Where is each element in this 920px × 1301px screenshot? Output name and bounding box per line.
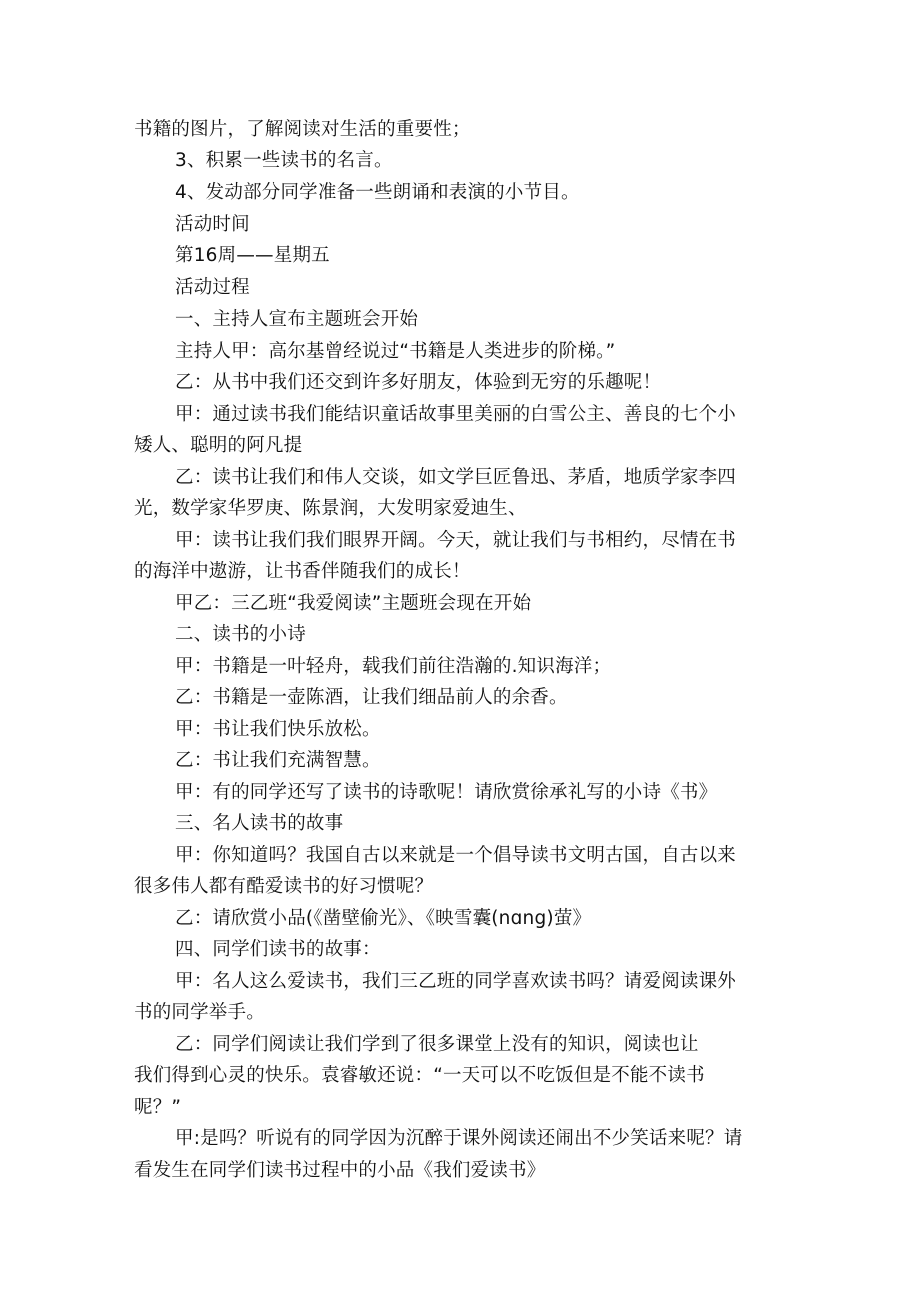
text-line: 甲：有的同学还写了读书的诗歌呢！请欣赏徐承礼写的小诗《书》 <box>175 782 718 803</box>
text-line: 二、读书的小诗 <box>175 624 306 645</box>
text-line: 活动过程 <box>175 277 250 298</box>
text-line: 乙：书籍是一壶陈酒，让我们细品前人的余香。 <box>175 687 568 708</box>
text-line: 乙：同学们阅读让我们学到了很多课堂上没有的知识，阅读也让 <box>175 1034 699 1055</box>
text-line: 甲：通过读书我们能结识童话故事里美丽的白雪公主、善良的七个小 <box>175 404 737 425</box>
text-line: 乙：读书让我们和伟人交谈，如文学巨匠鲁迅、茅盾，地质学家李四 <box>175 467 737 488</box>
text-line: 乙：从书中我们还交到许多好朋友，体验到无穷的乐趣呢！ <box>175 372 662 393</box>
text-line: 活动时间 <box>175 214 250 235</box>
text-line: 很多伟人都有酷爱读书的好习惯呢？ <box>134 876 434 897</box>
text-line: 一、主持人宣布主题班会开始 <box>175 309 419 330</box>
text-line: 主持人甲：高尔基曾经说过“书籍是人类进步的阶梯。” <box>175 341 616 362</box>
text-line: 3、积累一些读书的名言。 <box>175 150 393 171</box>
text-line: 第16周——星期五 <box>175 245 330 266</box>
text-line: 书籍的图片，了解阅读对生活的重要性； <box>134 119 471 140</box>
text-line: 看发生在同学们读书过程中的小品《我们爱读书》 <box>134 1160 546 1181</box>
text-line: 的海洋中遨游，让书香伴随我们的成长！ <box>134 561 471 582</box>
text-line: 我们得到心灵的快乐。袁睿敏还说：“一天可以不吃饭但是不能不读书 <box>134 1065 705 1086</box>
text-line: 光，数学家华罗庚、陈景润，大发明家爱迪生、 <box>134 498 527 519</box>
text-line: 甲：你知道吗？我国自古以来就是一个倡导读书文明古国，自古以来 <box>175 845 737 866</box>
text-line: 书的同学举手。 <box>134 1002 265 1023</box>
text-line: 甲：书让我们快乐放松。 <box>175 719 381 740</box>
text-line: 四、同学们读书的故事： <box>175 939 381 960</box>
text-line: 乙：书让我们充满智慧。 <box>175 750 381 771</box>
text-line: 甲乙：三乙班“我爱阅读”主题班会现在开始 <box>175 593 532 614</box>
text-line: 三、名人读书的故事 <box>175 813 344 834</box>
text-line: 甲:是吗？听说有的同学因为沉醉于课外阅读还闹出不少笑话来呢？请 <box>175 1128 743 1149</box>
text-line: 甲：名人这么爱读书，我们三乙班的同学喜欢读书吗？请爱阅读课外 <box>175 971 737 992</box>
text-line: 甲：读书让我们我们眼界开阔。今天，就让我们与书相约，尽情在书 <box>175 530 737 551</box>
text-line: 呢？” <box>134 1097 182 1118</box>
text-line: 乙：请欣赏小品(《凿壁偷光》、《映雪囊(nɑng)萤》 <box>175 908 592 929</box>
text-line: 4、发动部分同学准备一些朗诵和表演的小节目。 <box>175 182 580 203</box>
text-line: 矮人、聪明的阿凡提 <box>134 435 303 456</box>
text-line: 甲：书籍是一叶轻舟，载我们前往浩瀚的.知识海洋； <box>175 656 612 677</box>
